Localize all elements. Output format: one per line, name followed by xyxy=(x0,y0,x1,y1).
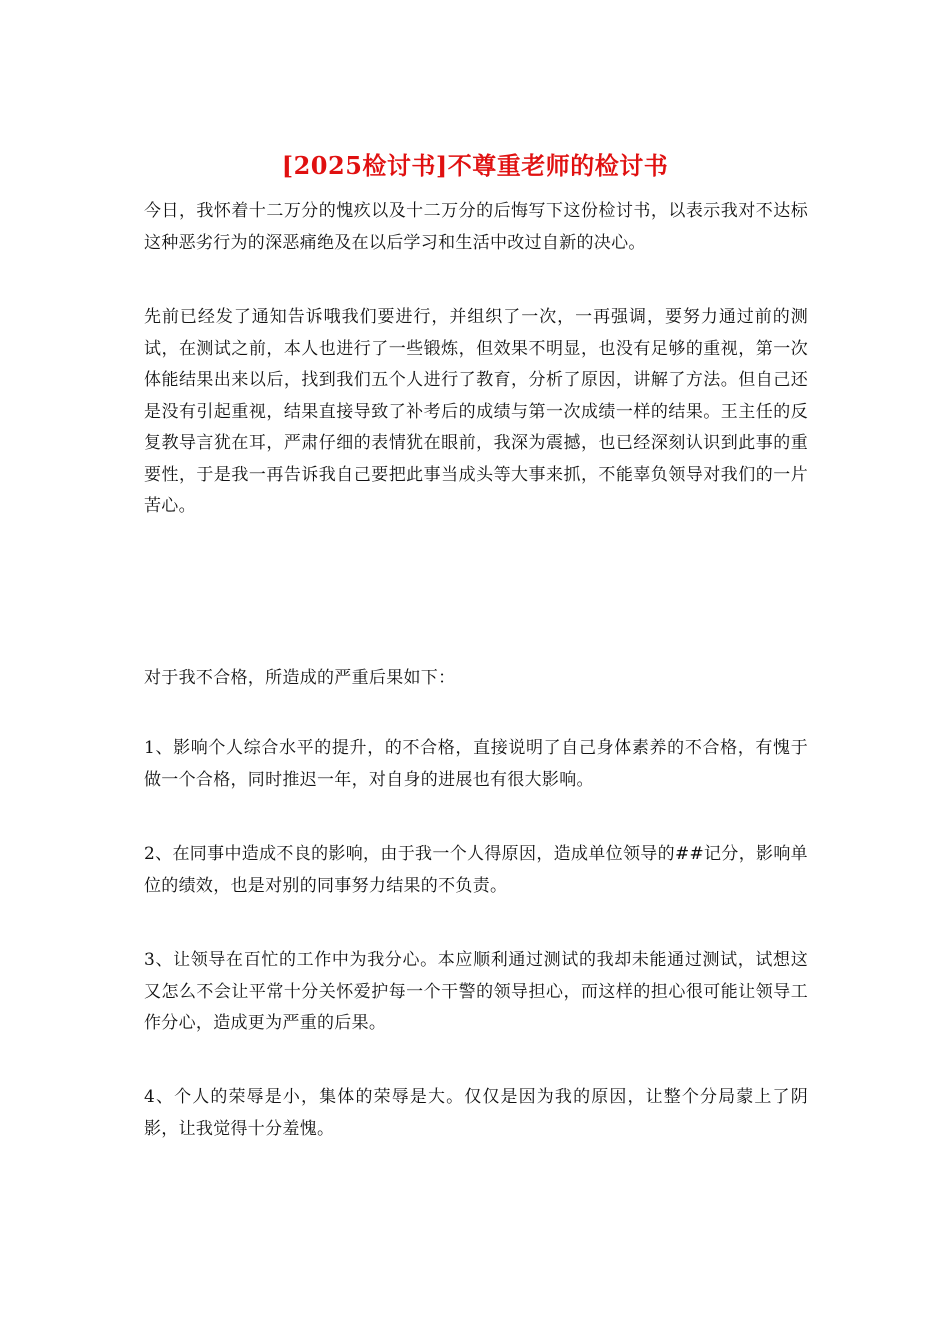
paragraph-background: 先前已经发了通知告诉哦我们要进行，并组织了一次，一再强调，要努力通过前的测试，在测试之前，本人也进行了一些锻炼，但效果不明显，也没有足够的重视，第一次体能结果出来以后，找到我们五个人进行了教育，分析了原因，讲解了方法。但自己还是没有引起重视，结果直接导致了补考后的成绩与第一次成绩一样的结果。王主任的反复教导言犹在耳，严肃仔细的表情犹在眼前，我深为震撼，也已经深刻认识到此事的重要性，于是我一再告诉我自己要把此事当成头等大事来抓，不能辜负领导对我们的一片苦心。 xyxy=(144,307,808,516)
paragraph-consequence-2: 2、在同事中造成不良的影响，由于我一个人得原因，造成单位领导的##记分，影响单位的绩效，也是对别的同事努力结果的不负责。 xyxy=(144,844,808,896)
paragraph-consequence-3: 3、让领导在百忙的工作中为我分心。本应顺利通过测试的我却未能通过测试，试想这又怎么不会让平常十分关怀爱护每一个干警的领导担心，而这样的担心很可能让领导工作分心，造成更为严重的后果。 xyxy=(144,950,808,1033)
paragraph-consequences-heading: 对于我不合格，所造成的严重后果如下： xyxy=(144,668,456,688)
paragraph-consequence-1: 1、影响个人综合水平的提升，的不合格，直接说明了自己身体素养的不合格，有愧于做一个合格，同时推迟一年，对自身的进展也有很大影响。 xyxy=(144,738,808,790)
document-title: [2025检讨书]不尊重老师的检讨书 xyxy=(281,151,669,180)
paragraph-intro: 今日，我怀着十二万分的愧疚以及十二万分的后悔写下这份检讨书，以表示我对不达标这种恶劣行为的深恶痛绝及在以后学习和生活中改过自新的决心。 xyxy=(144,201,808,253)
paragraph-consequence-4: 4、个人的荣辱是小，集体的荣辱是大。仅仅是因为我的原因，让整个分局蒙上了阴影，让我觉得十分羞愧。 xyxy=(144,1087,808,1139)
